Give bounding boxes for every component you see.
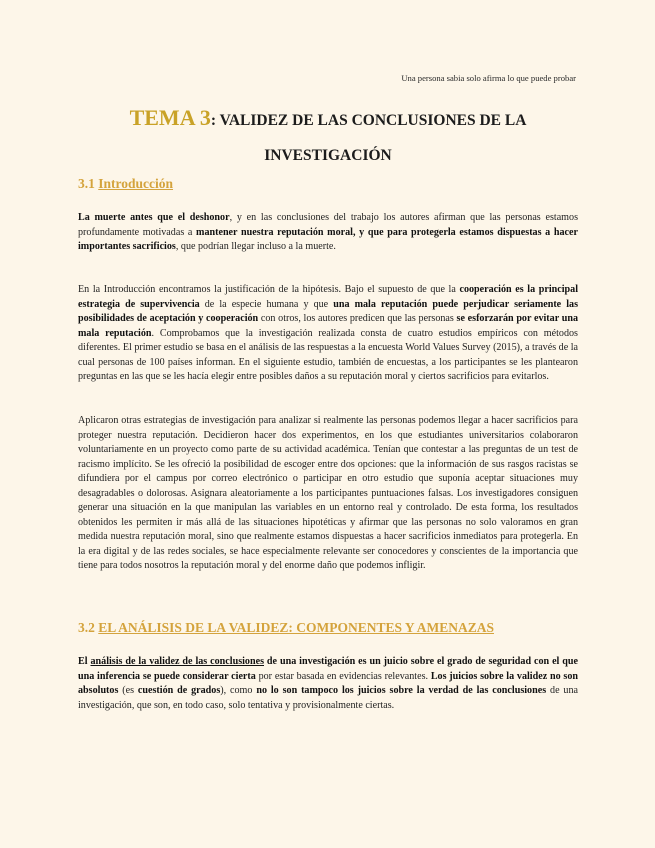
text-run: de la especie humana y que bbox=[199, 298, 334, 310]
bold-phrase: se esforzarán por evitar una mala reputación bbox=[78, 313, 578, 339]
section-heading-analisis-validez bbox=[78, 620, 494, 636]
paragraph-intro-3: Aplicaron otras estrategias de investigación para analizar si realmente las personas podemos llegar a hacer sacrificios para proteger nuestra reputación. Decidieron hacer dos experimentos, en los que estudiantes universitarios colaboraron voluntariamente en un proyecto como parte de su actividad académica. Tenían que contestar a las preguntas de un test de racismo implícito. Se les ofreció la posibilidad de escoger entre dos opciones: que la información de sus rasgos racistas se difundiera por el campus por correo electrónico o participar en otro estudio que suponía aceptar situaciones muy desagradables o dolorosas. Asignara aleatoriamente a los participantes puntuaciones falsas. Los investigadores consiguen generar una situación en la que manipulan las variables en un entorno real y controlado. De esta forma, los resultados obtenidos les permiten ir más allá de las situaciones hipotéticas y afirmar que las personas no solo valoramos en gran medida nuestra reputación moral, sino que realmente estamos dispuestas a hacer sacrificios inmediatos para protegerla. En la era digital y de las redes sociales, se hace especialmente relevante ser conocedores y conscientes de la importancia que tiene para todos nosotros la reputación moral y del enorme daño que podemos infligir. bbox=[78, 415, 578, 571]
bold-phrase: mantener nuestra reputación moral, y que para protegerla estamos dispuestas a hacer importantes sacrificios bbox=[78, 226, 578, 252]
text-run: con otros, los autores predicen que las personas bbox=[258, 313, 457, 324]
bold-phrase: no lo son tampoco los juicios sobre la verdad de las conclusiones bbox=[256, 685, 547, 696]
section-heading-introduccion bbox=[78, 176, 173, 192]
title-tema-number: TEMA 3 bbox=[129, 105, 211, 130]
title-main-text: : VALIDEZ DE LAS CONCLUSIONES DE LA INVESTIGACIÓN bbox=[210, 112, 527, 164]
section-title: Introducción bbox=[98, 176, 174, 191]
text-run: , que podrían llegar incluso a la muerte. bbox=[175, 241, 336, 252]
bold-phrase: El bbox=[78, 656, 91, 667]
paragraph-validez-1 bbox=[78, 655, 578, 713]
bold-phrase: Los juicios sobre la validez no son absolutos bbox=[78, 670, 578, 696]
section-title: EL ANÁLISIS DE LA VALIDEZ: COMPONENTES Y AMENAZAS bbox=[98, 620, 494, 635]
paragraph-intro-1 bbox=[78, 211, 578, 255]
section-number: 3.2 bbox=[78, 620, 99, 635]
paragraph-intro-2 bbox=[78, 283, 578, 385]
page-title bbox=[78, 100, 578, 173]
bold-phrase: una mala reputación puede perjudicar seriamente las posibilidades de aceptación y cooperación bbox=[78, 298, 578, 324]
section-number: 3.1 bbox=[78, 176, 99, 191]
text-run: , y en las conclusiones del trabajo los autores afirman que las personas estamos profundamente motivadas a bbox=[78, 212, 579, 238]
text-run: . Comprobamos que la investigación realizada consta de cuatro estudios empíricos con métodos diferentes. El primer estudio se basa en el análisis de las respuestas a la encuesta World Values Survey (2015), a través de la cual personas de 100 países informan. En el siguiente estudio, también de encuestas, a los participantes se les plantearon preguntas en las que se les hacía elegir entre posibles daños a su reputación moral y ciertos sacrificios para evitarlos. bbox=[78, 327, 578, 382]
bold-phrase: La muerte antes que el deshonor bbox=[78, 212, 230, 223]
text-run: por estar basada en evidencias relevantes. bbox=[255, 670, 431, 682]
text-run: En la Introducción encontramos la justificación de la hipótesis. Bajo el supuesto de que la bbox=[78, 284, 460, 295]
text-run: (es bbox=[118, 685, 138, 696]
bold-phrase: de una investigación es un juicio sobre el grado de seguridad con el que una inferencia se puede considerar cierta bbox=[78, 656, 578, 682]
underlined-bold-phrase: análisis de la validez de las conclusiones bbox=[90, 656, 264, 667]
bold-phrase: cooperación es la principal estrategia de supervivencia bbox=[78, 284, 578, 310]
bold-phrase: cuestión de grados bbox=[137, 685, 221, 696]
text-run: de una investigación, que son, en todo caso, solo tentativa y provisionalmente ciertas. bbox=[78, 685, 578, 711]
text-run: ), como bbox=[220, 685, 257, 696]
header-quote: Una persona sabia solo afirma lo que puede probar bbox=[401, 73, 576, 83]
